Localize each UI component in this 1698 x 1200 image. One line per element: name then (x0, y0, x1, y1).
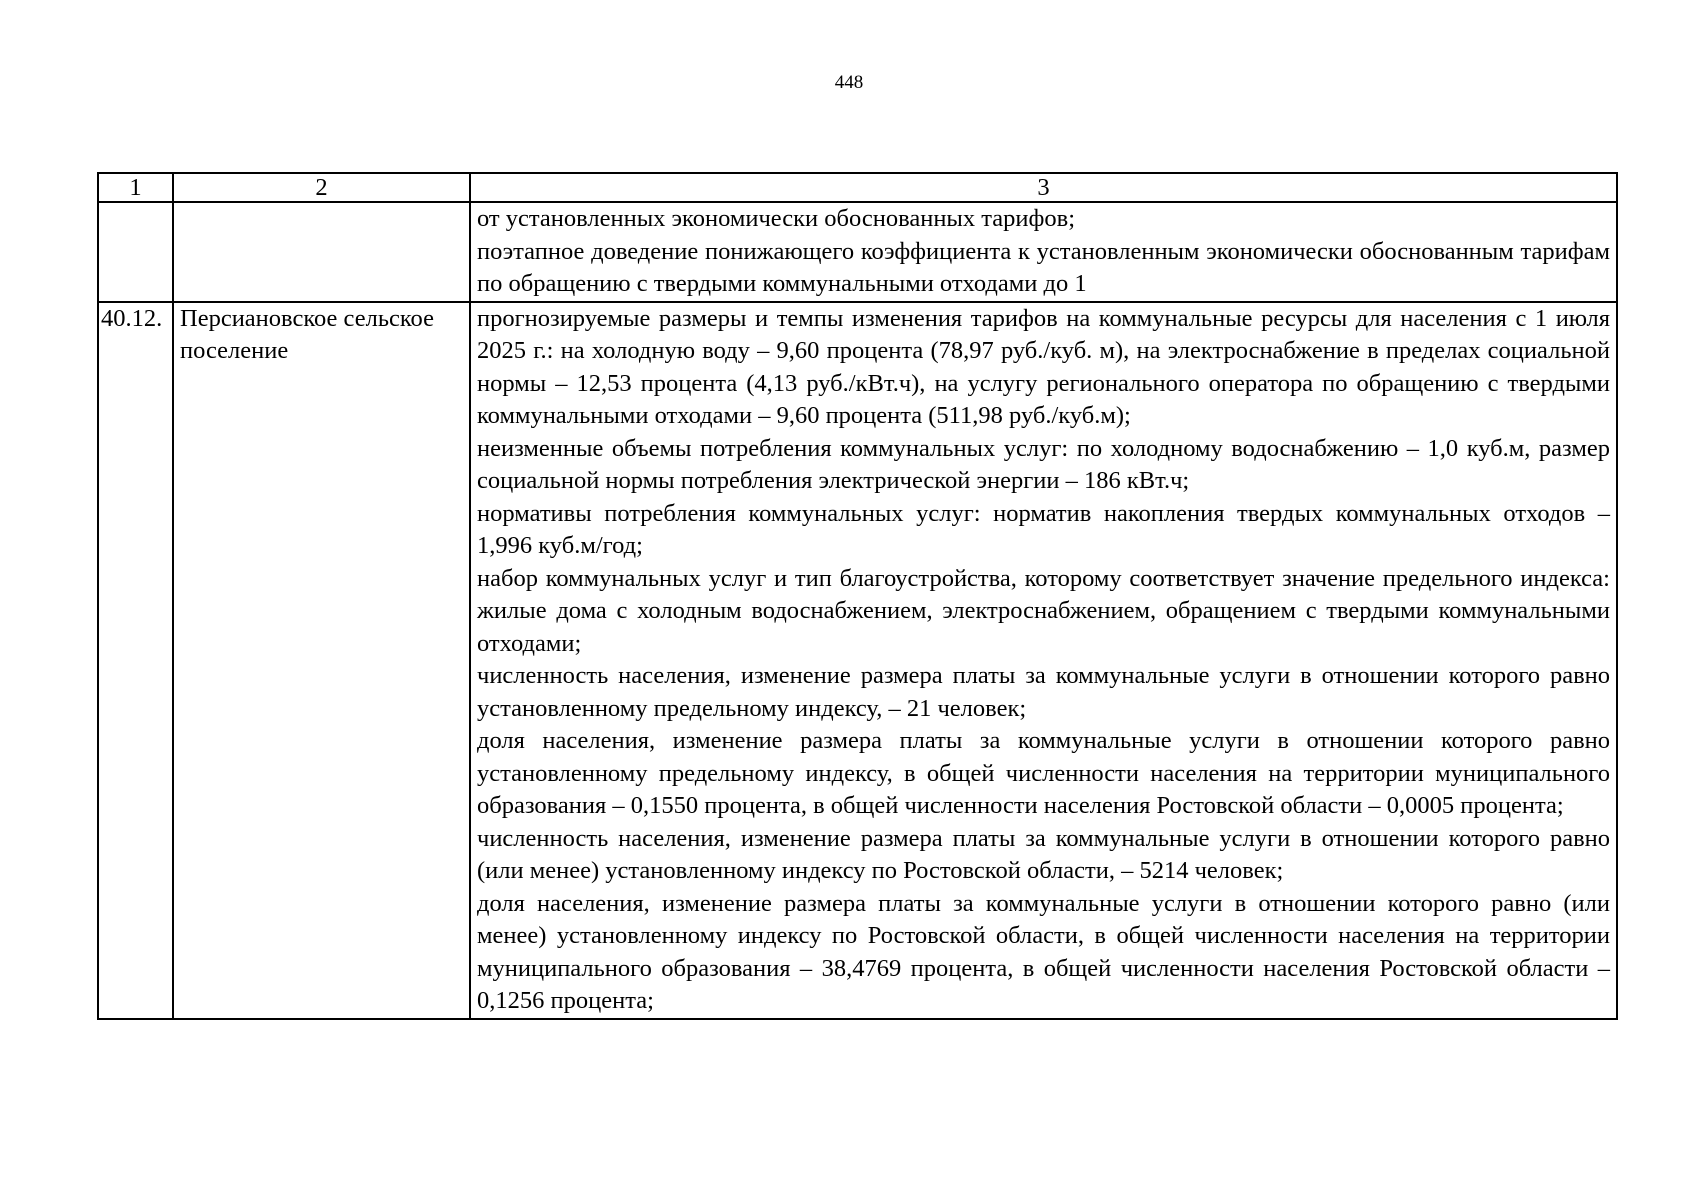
paragraph: набор коммунальных услуг и тип благоустройства, которому соответствует значение предельного индекса: жилые дома с холодным водоснабжением, электроснабжением, обращением с твердыми коммунальными отходами; (477, 564, 1610, 657)
page-number: 448 (834, 72, 864, 93)
paragraph: численность населения, изменение размера платы за коммунальные услуги в отношении которого равно установленному предельному индексу, – 21 человек; (477, 662, 1610, 722)
paragraph: доля населения, изменение размера платы за коммунальные услуги в отношении которого равно установленному предельному индексу, в общей численности населения на территории муниципального образования – 0,1550 процента, в общей численности населения Ростовской области – 0,0005 процента; (477, 727, 1610, 819)
paragraph: неизменные объемы потребления коммунальных услуг: по холодному водоснабжению – 1,0 куб.м, размер социальной нормы потребления электрической энергии – 186 кВт.ч; (477, 434, 1610, 494)
header-cell-2: 2 (173, 173, 470, 202)
settlement-name-cell: Персиановское сельское поселение (173, 302, 470, 1019)
table-row-continuation (98, 202, 1617, 302)
row-number-cell (98, 202, 173, 302)
paragraph: прогнозируемые размеры и темпы изменения тарифов на коммунальные ресурсы для населения с 1 июля 2025 г.: на холодную воду – 9,60 процента (78,97 руб./куб. м), на электроснабжение в пределах социальной нормы – 12,53 процента (4,13 руб./кВт.ч), на услугу регионального оператора по обращению с твердыми коммунальными отходами – 9,60 процента (511,98 руб./куб.м); (477, 304, 1610, 429)
paragraph: от установленных экономически обоснованных тарифов; (477, 205, 1076, 232)
paragraph: нормативы потребления коммунальных услуг: норматив накопления твердых коммунальных отходов – 1,996 куб.м/год; (477, 499, 1610, 559)
settlement-name-cell (173, 202, 470, 302)
table-row (98, 302, 1617, 1019)
paragraph: численность населения, изменение размера платы за коммунальные услуги в отношении которого равно (или менее) установленному индексу по Ростовской области, – 5214 человек; (477, 824, 1610, 884)
paragraph: доля населения, изменение размера платы за коммунальные услуги в отношении которого равно (или менее) установленному индексу по Ростовской области, в общей численности населения на территории муниципального образования – 38,4769 процента, в общей численности населения Ростовской области – 0,1256 процента; (477, 889, 1610, 1014)
header-cell-3: 3 (470, 173, 1617, 202)
row-number-cell: 40.12. (98, 302, 173, 1019)
data-table (97, 172, 1618, 1020)
header-cell-1: 1 (98, 173, 173, 202)
description-cell (470, 302, 1617, 1019)
paragraph: поэтапное доведение понижающего коэффициента к установленным экономически обоснованным тарифам по обращению с твердыми коммунальными отходами до 1 (477, 237, 1610, 297)
description-cell (470, 202, 1617, 302)
table-header-row (98, 173, 1617, 202)
